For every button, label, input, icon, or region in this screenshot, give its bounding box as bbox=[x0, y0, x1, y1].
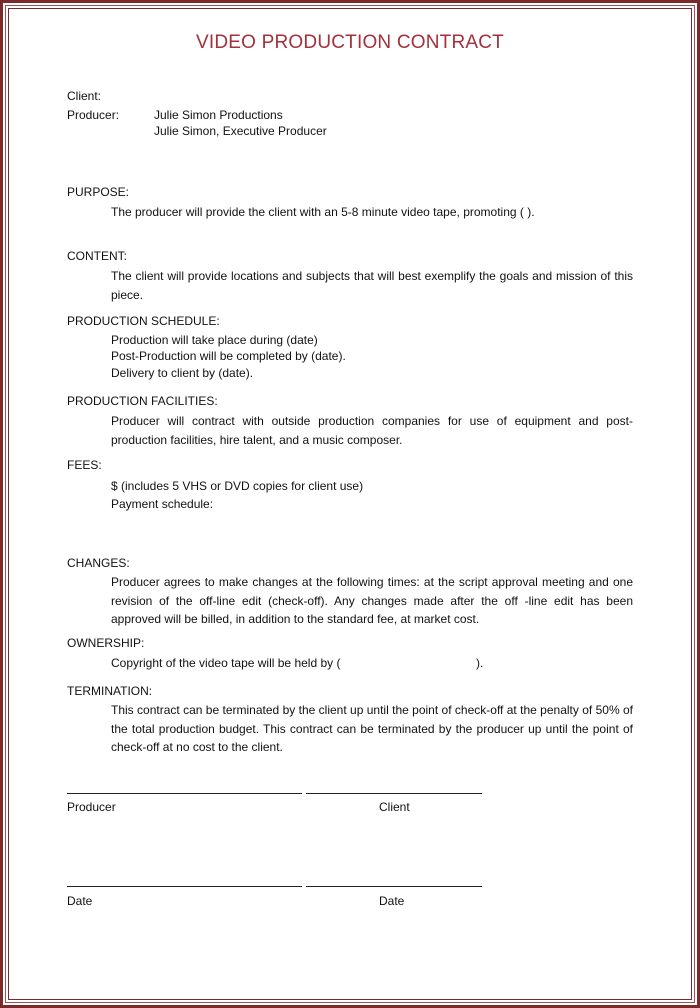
content-heading: CONTENT: bbox=[67, 249, 127, 263]
termination-text: This contract can be terminated by the client up until the point of check-off at the penalty of 50% of the total production budget. This contract can be terminated by the producer up until the point of check-off at no cost to the client. bbox=[111, 703, 633, 754]
payment-schedule: Payment schedule: bbox=[111, 497, 214, 511]
content-text: The client will provide locations and subjects that will best exemplify the goals and mission of this piece. bbox=[111, 269, 633, 302]
ownership-heading: OWNERSHIP: bbox=[67, 636, 145, 650]
client-label: Client: bbox=[67, 89, 102, 103]
producer-label: Producer: bbox=[67, 108, 120, 122]
fees-line: $ (includes 5 VHS or DVD copies for client use) bbox=[111, 479, 364, 493]
producer-date-line bbox=[67, 886, 302, 887]
producer-person: Julie Simon, Executive Producer bbox=[154, 124, 327, 138]
facilities-text: Producer will contract with outside production companies for use of equipment and post-production facilities, hire talent, and a music composer. bbox=[111, 414, 633, 447]
termination-heading: TERMINATION: bbox=[67, 684, 153, 698]
fees-heading: FEES: bbox=[67, 458, 102, 472]
schedule-line: Production will take place during (date) bbox=[111, 333, 318, 347]
changes-text: Producer agrees to make changes at the following times: at the script approval meeting and one revision of the off-line edit (check-off). Any changes made after the off -line edit has been approved will be billed, in addition to the standard fee, at market cost. bbox=[111, 575, 633, 626]
schedule-line: Delivery to client by (date). bbox=[111, 366, 254, 380]
producer-company: Julie Simon Productions bbox=[154, 108, 283, 122]
document-title: VIDEO PRODUCTION CONTRACT bbox=[196, 32, 504, 53]
purpose-text: The producer will provide the client with an 5-8 minute video tape, promoting ( ). bbox=[111, 205, 535, 219]
client-date-line bbox=[306, 886, 482, 887]
ownership-text: Copyright of the video tape will be held by ( bbox=[111, 656, 341, 670]
client-date-label: Date bbox=[379, 894, 405, 908]
purpose-heading: PURPOSE: bbox=[67, 185, 130, 199]
ownership-text-end: ). bbox=[476, 656, 484, 670]
changes-heading: CHANGES: bbox=[67, 556, 130, 570]
producer-signature-line bbox=[67, 793, 302, 794]
client-signature-line bbox=[306, 793, 482, 794]
schedule-line: Post-Production will be completed by (date). bbox=[111, 349, 346, 363]
schedule-heading: PRODUCTION SCHEDULE: bbox=[67, 314, 220, 328]
producer-signature-label: Producer bbox=[67, 800, 116, 814]
facilities-heading: PRODUCTION FACILITIES: bbox=[67, 394, 218, 408]
client-signature-label: Client bbox=[379, 800, 410, 814]
producer-date-label: Date bbox=[67, 894, 93, 908]
